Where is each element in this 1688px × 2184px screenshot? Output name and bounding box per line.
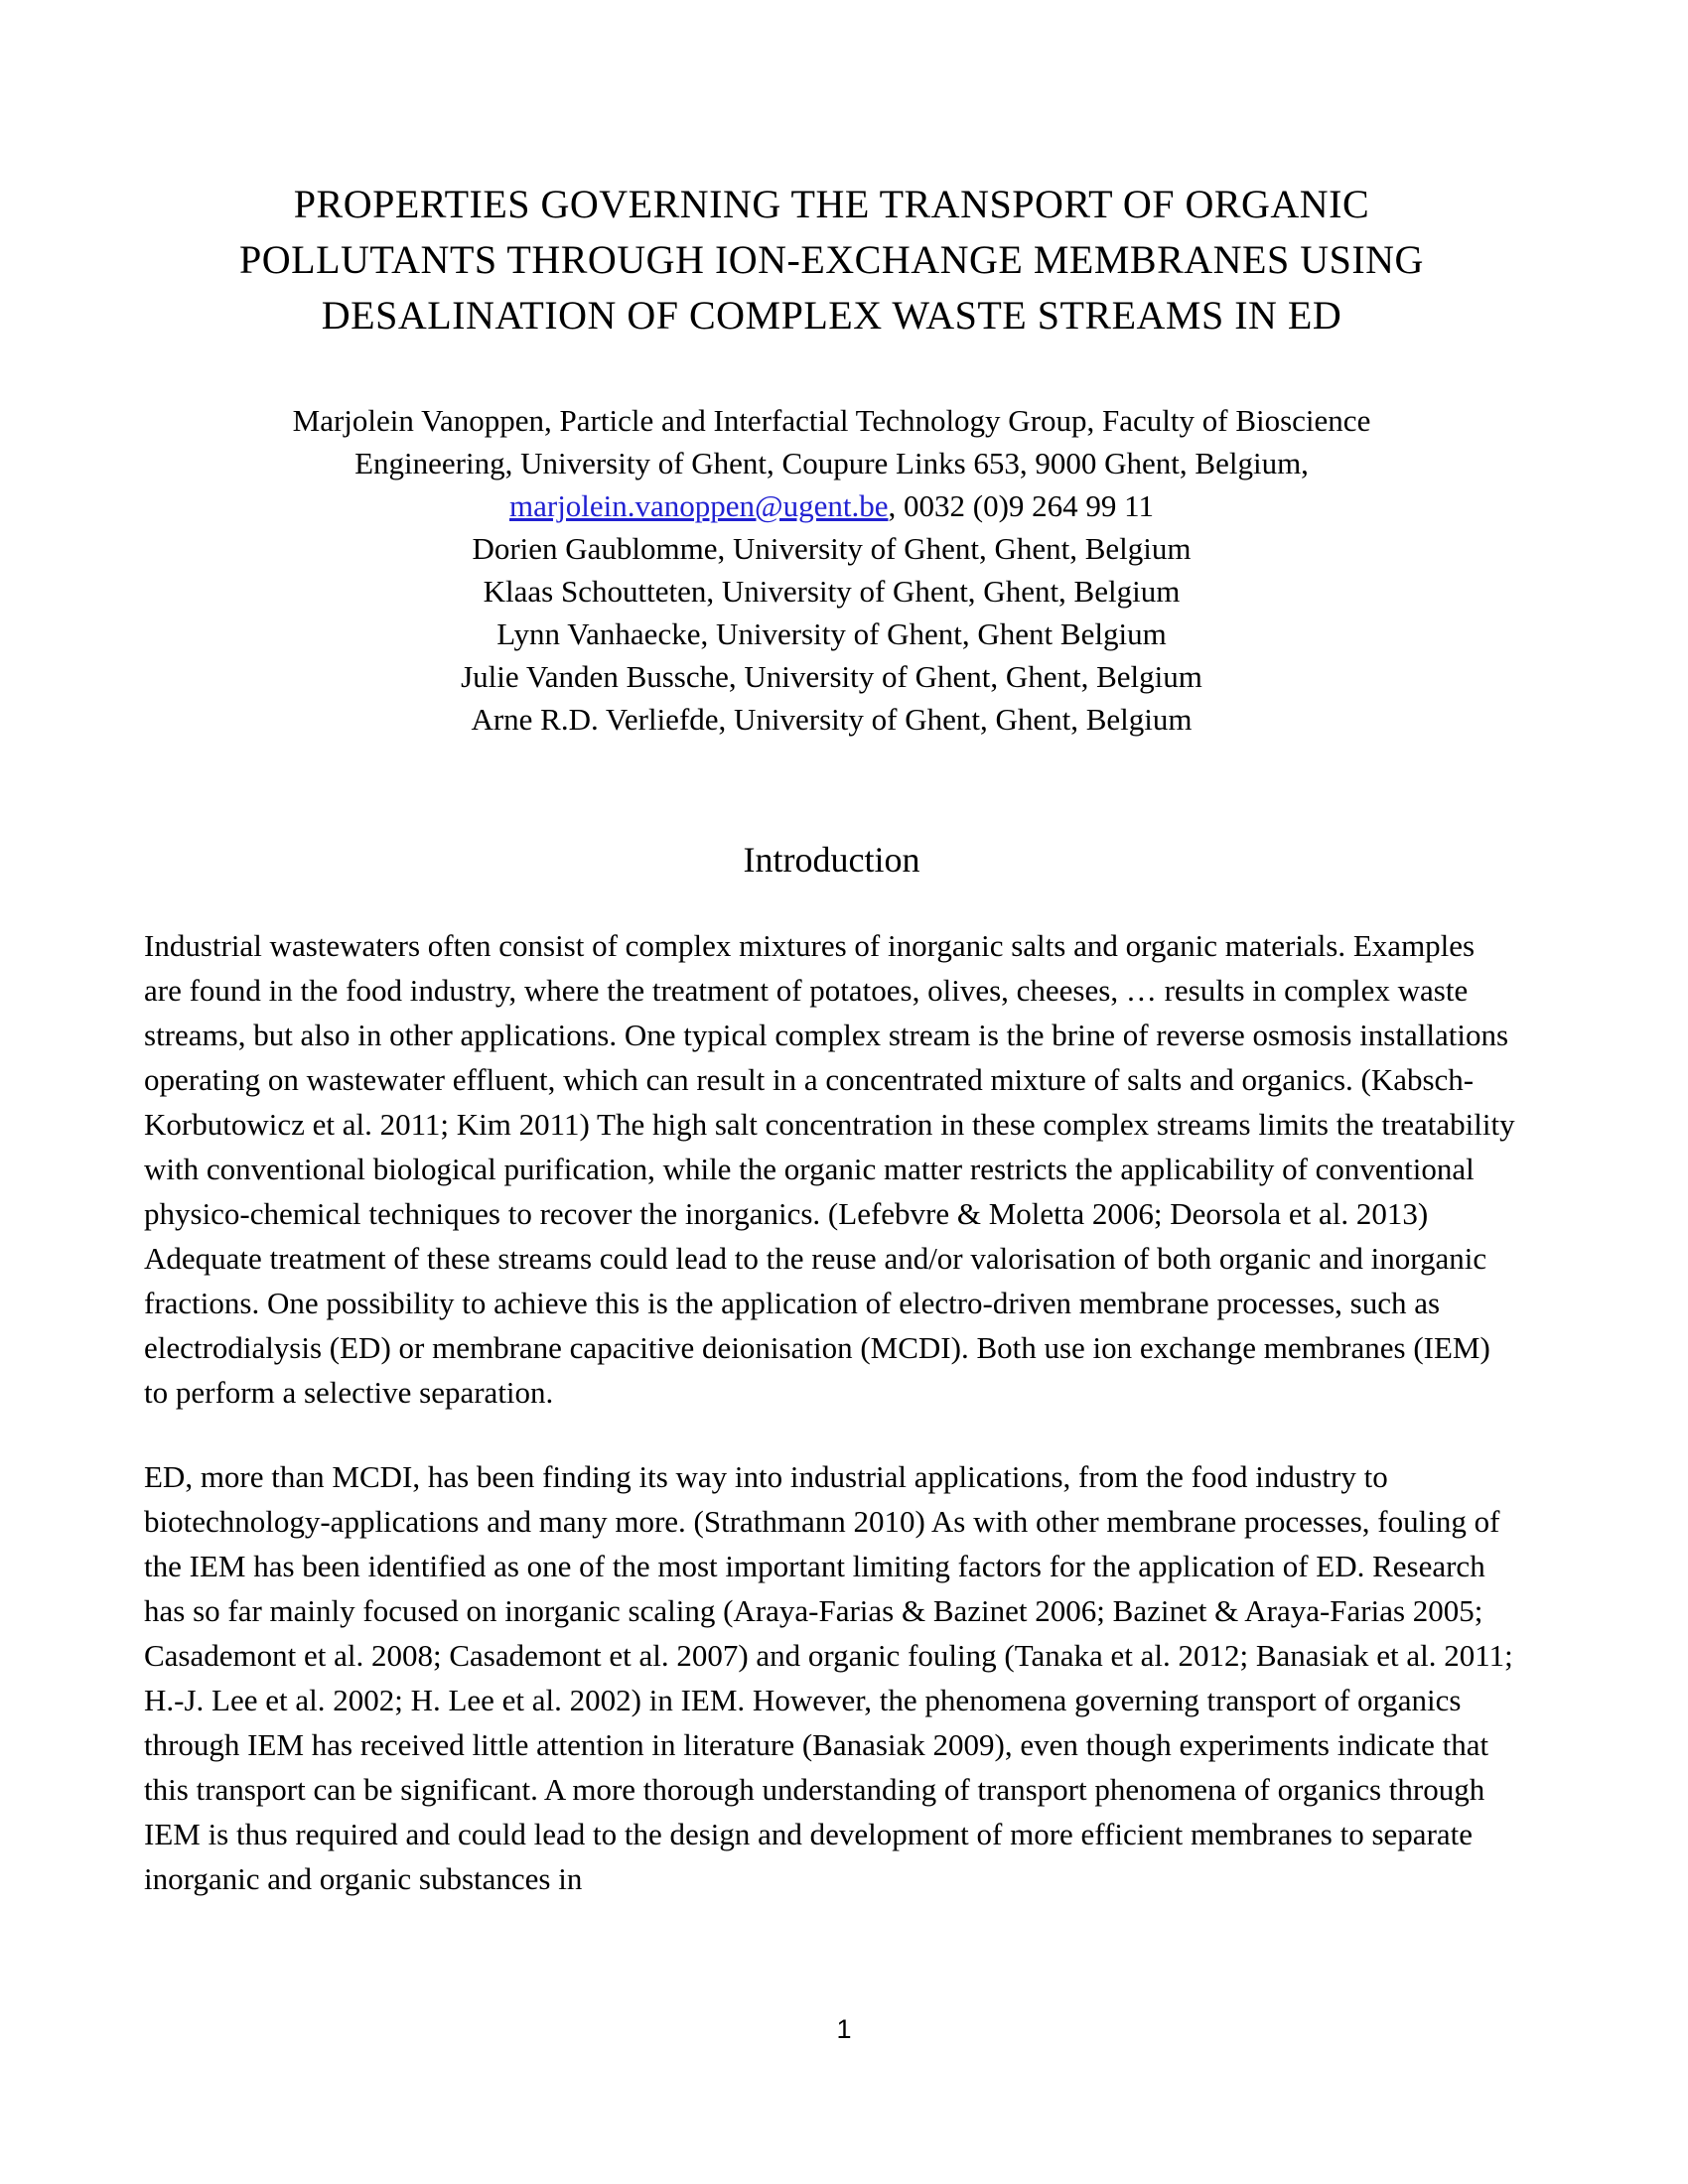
title-line-2: POLLUTANTS THROUGH ION-EXCHANGE MEMBRANES USING (239, 237, 1424, 282)
paper-title (144, 177, 1519, 343)
coauthor-line: Klaas Schoutteten, University of Ghent, Ghent, Belgium (483, 574, 1181, 609)
contact-line (144, 484, 1519, 527)
coauthor-line: Arne R.D. Verliefde, University of Ghent, Ghent, Belgium (471, 702, 1193, 737)
coauthor-line: Dorien Gaublomme, University of Ghent, Ghent, Belgium (472, 531, 1192, 566)
coauthor-line: Julie Vanden Bussche, University of Ghent, Ghent, Belgium (461, 659, 1202, 694)
author-block (144, 399, 1519, 741)
affiliation-line-2: Engineering, University of Ghent, Coupure Links 653, 9000 Ghent, Belgium, (354, 446, 1309, 480)
email-link[interactable]: marjolein.vanoppen@ugent.be (509, 488, 889, 523)
paragraph-1: Industrial wastewaters often consist of complex mixtures of inorganic salts and organic materials. Examples are found in the food industry, where the treatment of potatoes, olives, cheeses, … results in complex waste streams, but also in other applications. One typical complex stream is the brine of reverse osmosis installations operating on wastewater effluent, which can result in a concentrated mixture of salts and organics. (Kabsch-Korbutowicz et al. 2011; Kim 2011) The high salt concentration in these complex streams limits the treatability with conventional biological purification, while the organic matter restricts the applicability of conventional physico-chemical techniques to recover the inorganics. (Lefebvre & Moletta 2006; Deorsola et al. 2013) Adequate treatment of these streams could lead to the reuse and/or valorisation of both organic and inorganic fractions. One possibility to achieve this is the application of electro-driven membrane processes, such as electrodialysis (ED) or membrane capacitive deionisation (MCDI). Both use ion exchange membranes (IEM) to perform a selective separation. (144, 928, 1515, 1410)
paragraph-2: ED, more than MCDI, has been finding its way into industrial applications, from the food industry to biotechnology-applications and many more. (Strathmann 2010) As with other membrane processes, fouling of the IEM has been identified as one of the most important limiting factors for the application of ED. Research has so far mainly focused on inorganic scaling (Araya-Farias & Bazinet 2006; Bazinet & Araya-Farias 2005; Casademont et al. 2008; Casademont et al. 2007) and organic fouling (Tanaka et al. 2012; Banasiak et al. 2011; H.-J. Lee et al. 2002; H. Lee et al. 2002) in IEM. However, the phenomena governing transport of organics through IEM has received little attention in literature (Banasiak 2009), even though experiments indicate that this transport can be significant. A more thorough understanding of transport phenomena of organics through IEM is thus required and could lead to the design and development of more efficient membranes to separate inorganic and organic substances in (144, 1459, 1513, 1896)
section-heading-introduction: Introduction (743, 840, 920, 880)
title-line-1: PROPERTIES GOVERNING THE TRANSPORT OF ORGANIC (293, 182, 1370, 226)
title-line-3: DESALINATION OF COMPLEX WASTE STREAMS IN ED (321, 293, 1342, 338)
coauthor-line: Lynn Vanhaecke, University of Ghent, Ghent Belgium (496, 616, 1167, 651)
page-number: 1 (836, 2014, 852, 2044)
phone-number: , 0032 (0)9 264 99 11 (888, 488, 1154, 523)
affiliation-line-1: Marjolein Vanoppen, Particle and Interfactial Technology Group, Faculty of Bioscience (292, 403, 1371, 438)
